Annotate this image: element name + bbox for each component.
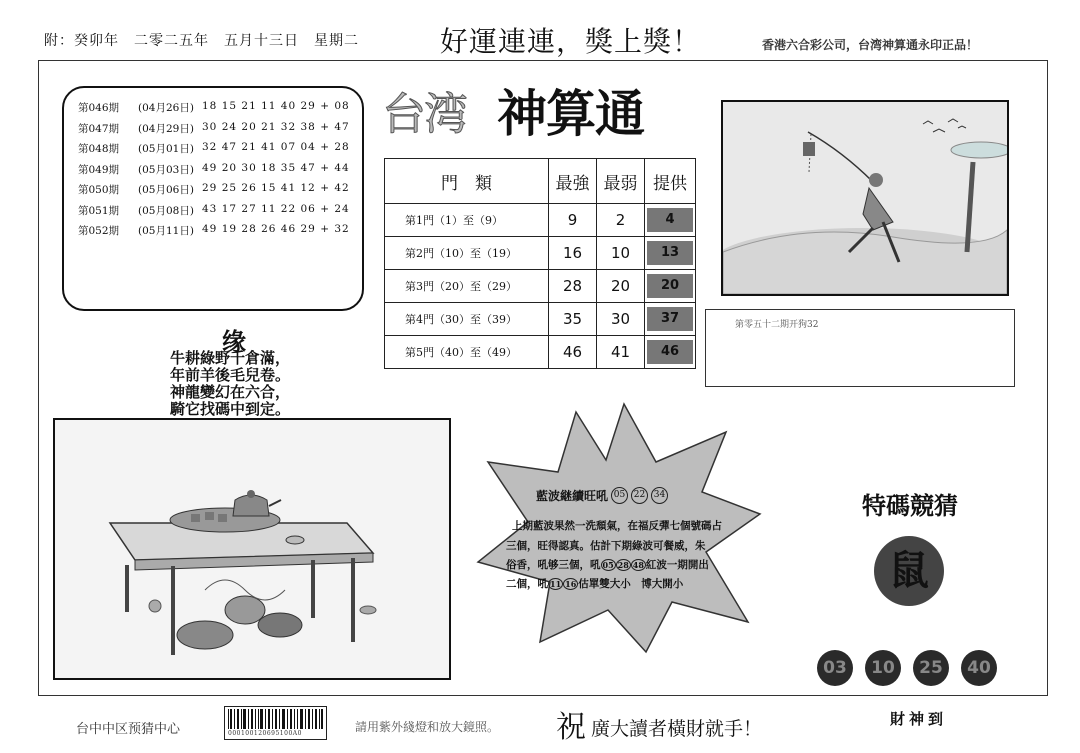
- door-row: [385, 336, 696, 369]
- star-line: [506, 576, 683, 591]
- history-row: [78, 100, 362, 121]
- poem-title: 缘: [222, 327, 246, 356]
- door-row: [385, 270, 696, 303]
- history-date: (04月26日): [138, 102, 194, 114]
- header-strongest: 最強: [549, 159, 597, 204]
- star-title-text: 藍波継續旺吼: [536, 489, 609, 503]
- history-period: 第047期: [78, 122, 120, 135]
- footer-wish: 廣大讀者橫財就手！: [591, 718, 763, 740]
- history-period: 第046期: [78, 102, 120, 114]
- door-weakest: 41: [597, 336, 645, 369]
- door-table: [384, 158, 696, 369]
- door-row: [385, 237, 696, 270]
- star-line-number: 05: [602, 560, 614, 570]
- star-title-number: 22: [631, 487, 648, 504]
- star-line-number: 16: [565, 579, 577, 589]
- door-weakest: 2: [597, 204, 645, 237]
- door-strongest: 28: [549, 270, 597, 303]
- door-label: 第4門（30）至（39）: [385, 303, 549, 336]
- history-numbers: 49 20 30 18 35 47 + 44: [202, 161, 350, 174]
- header-right-text: 香港六合彩公司，台湾神算通永印正品！: [762, 38, 979, 52]
- guess-title: 特碼競猜: [862, 492, 958, 520]
- history-row: [78, 203, 362, 224]
- history-numbers: 49 19 28 26 46 29 + 32: [202, 223, 350, 235]
- poem-line: 騎它找碼中到定。: [170, 400, 291, 418]
- history-numbers: 32 47 21 41 07 04 + 28: [202, 141, 350, 153]
- history-row: [78, 182, 362, 203]
- poem-line: 年前羊後毛兒卷。: [170, 366, 291, 384]
- history-period: 第052期: [78, 225, 120, 237]
- logo-part1: 台湾: [382, 89, 466, 140]
- star-title-number: 05: [611, 487, 628, 504]
- star-title-number: 34: [651, 487, 668, 504]
- history-box: [62, 86, 364, 311]
- star-line-text: 估單雙大小 博大開小: [578, 578, 684, 590]
- number-ball: 10: [865, 650, 901, 686]
- header-category: 門 類: [385, 159, 549, 204]
- door-weakest: 20: [597, 270, 645, 303]
- history-period: 第049期: [78, 163, 120, 176]
- footer-note: 請用紫外綫燈和放大鏡照。: [355, 720, 500, 734]
- history-period: 第051期: [78, 204, 120, 217]
- barcode-bars: [225, 707, 326, 731]
- star-line: [506, 557, 709, 572]
- history-row: [78, 223, 362, 244]
- history-row: [78, 141, 362, 162]
- door-strongest: 46: [549, 336, 597, 369]
- history-date: (05月03日): [138, 163, 194, 176]
- history-numbers: 18 15 21 11 40 29 + 08: [202, 100, 350, 112]
- door-provide: 13: [647, 241, 693, 265]
- history-date: (05月06日): [138, 184, 194, 196]
- history-numbers: 29 25 26 15 41 12 + 42: [202, 182, 350, 194]
- number-ball: 25: [913, 650, 949, 686]
- door-label: 第3門（20）至（29）: [385, 270, 549, 303]
- door-label: 第2門（10）至（19）: [385, 237, 549, 270]
- note-text: 第零五十二期开狗32: [735, 320, 819, 330]
- footer-god: 財神到: [890, 710, 948, 728]
- history-numbers: 30 24 20 21 32 38 + 47: [202, 120, 350, 133]
- history-period: 第048期: [78, 143, 120, 155]
- logo-part2: 神算通: [497, 84, 644, 143]
- door-table-header: [385, 159, 696, 204]
- history-date: (04月29日): [138, 122, 194, 135]
- barcode-number: 000100120695100A0: [228, 730, 302, 737]
- door-provide: 37: [647, 307, 693, 331]
- history-period: 第050期: [78, 184, 120, 196]
- star-line: 上期藍波果然一洗頹氣，在福反彈七個號碼占: [512, 520, 722, 532]
- history-row: [78, 121, 362, 142]
- star-line-text: 紅波一期開出: [645, 559, 709, 571]
- star-line-text: 俗香，吼够三個，吼: [506, 559, 601, 571]
- header-slogan: 好運連連，獎上獎！: [440, 25, 702, 58]
- door-provide: 46: [647, 340, 693, 364]
- door-row: [385, 204, 696, 237]
- door-provide: 20: [647, 274, 693, 298]
- header-weakest: 最弱: [597, 159, 645, 204]
- door-strongest: 9: [549, 204, 597, 237]
- history-numbers: 43 17 27 11 22 06 + 24: [202, 202, 350, 215]
- door-label: 第1門（1）至（9）: [385, 204, 549, 237]
- door-strongest: 16: [549, 237, 597, 270]
- number-ball: 40: [961, 650, 997, 686]
- zodiac-badge: 鼠: [874, 536, 944, 606]
- header-provide: 提供: [645, 159, 696, 204]
- footer-zhu: 祝: [556, 710, 586, 745]
- history-date: (05月01日): [138, 143, 194, 155]
- guess-numbers: [817, 650, 997, 686]
- footer-center-name: 台中中区预猜中心: [76, 722, 181, 737]
- number-ball: 03: [817, 650, 853, 686]
- fisherman-illustration: [721, 100, 1009, 296]
- poem: [170, 350, 290, 418]
- teapot-table-illustration: [53, 418, 451, 680]
- teapot-table-drawing: [55, 420, 449, 678]
- issue-date: 附：癸卯年 二零二五年 五月十三日 星期二: [44, 33, 359, 49]
- door-weakest: 10: [597, 237, 645, 270]
- door-strongest: 35: [549, 303, 597, 336]
- star-line-number: 48: [632, 560, 644, 570]
- door-label: 第5門（40）至（49）: [385, 336, 549, 369]
- door-row: [385, 303, 696, 336]
- star-title: [536, 487, 668, 504]
- fisherman-drawing: [723, 102, 1007, 294]
- door-weakest: 30: [597, 303, 645, 336]
- star-line-number: 11: [550, 579, 562, 589]
- history-row: [78, 162, 362, 183]
- star-line-number: 28: [617, 560, 629, 570]
- history-date: (05月08日): [138, 204, 194, 217]
- poem-line: 牛耕綠野千倉滿，: [170, 349, 291, 367]
- poem-line: 神龍變幻在六合，: [170, 383, 291, 401]
- door-provide: 4: [647, 208, 693, 232]
- star-line-text: 二個，吼: [506, 578, 548, 590]
- star-line: 三個，旺得認真。估計下期綠波可餐威，朱: [506, 540, 706, 552]
- history-date: (05月11日): [138, 225, 194, 237]
